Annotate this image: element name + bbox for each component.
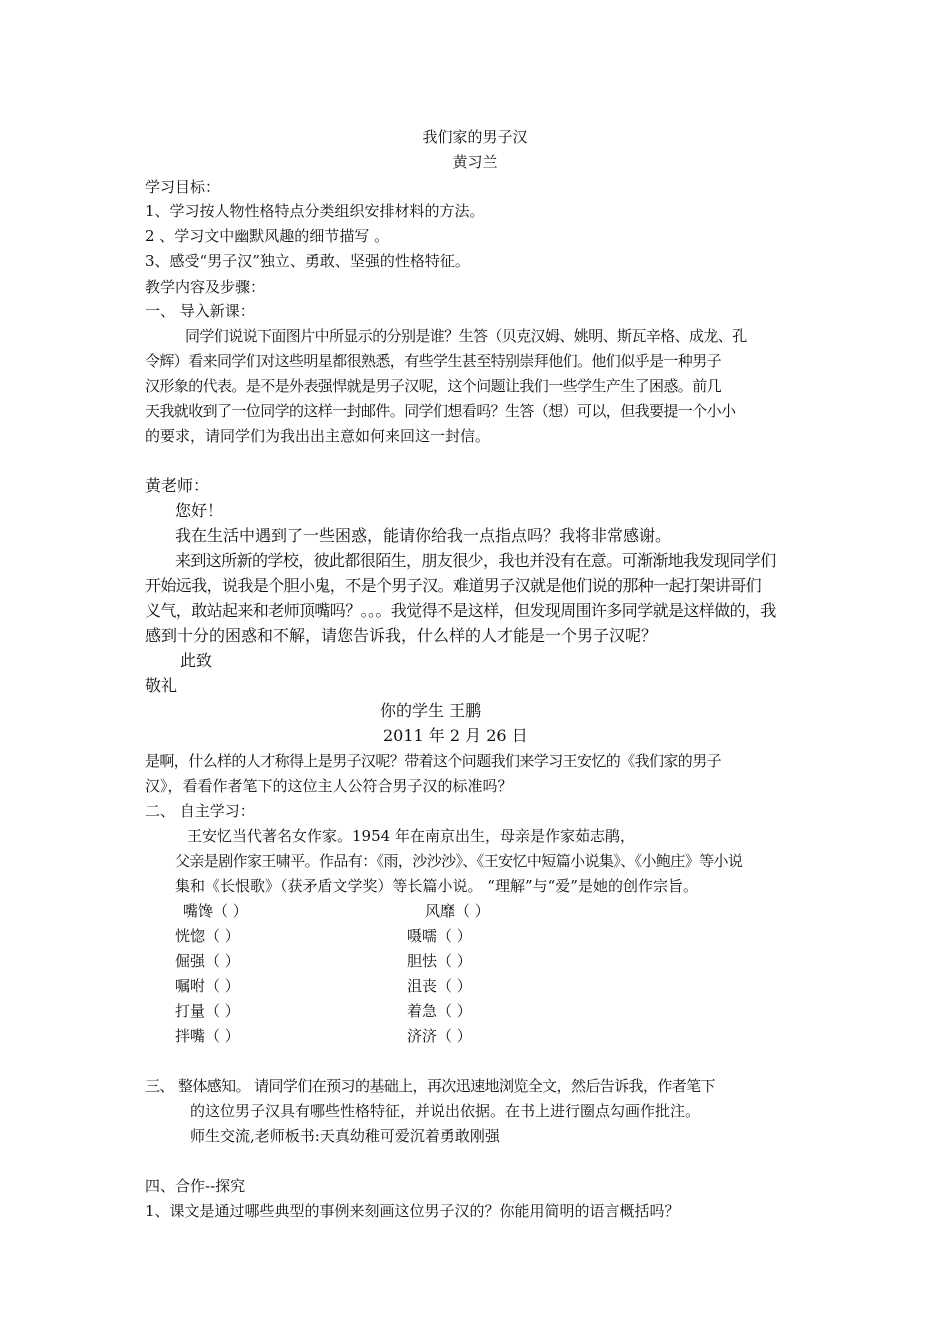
section3-board-notes: 师生交流,老师板书:天真幼稚可爱沉着勇敢刚强	[190, 1127, 500, 1145]
transition-line-1: 是啊，什么样的人才称得上是男子汉呢？带着这个问题我们来学习王安忆的《我们家的男子	[145, 752, 722, 770]
section1-para-line-5: 的要求，请同学们为我出出主意如何来回这一封信。	[145, 427, 491, 445]
vocab-item: 嗫嚅（ ）	[407, 927, 472, 945]
procedure-heading: 教学内容及步骤：	[145, 278, 266, 296]
letter-body-1: 我在生活中遇到了一些困惑，能请你给我一点指点吗？我将非常感谢。	[175, 526, 672, 545]
vocab-item: 沮丧（ ）	[407, 977, 472, 995]
section2-para-line-2: 父亲是剧作家王啸平。作品有：《雨，沙沙沙》、《王安忆中短篇小说集》、《小鲍庄》等小说	[175, 852, 743, 870]
vocab-item: 拌嘴（ ）	[175, 1027, 240, 1045]
objective-item-3: 3、感受“男子汉”独立、勇敢、坚强的性格特征。	[145, 252, 470, 270]
document-title: 我们家的男子汉	[422, 128, 528, 146]
letter-salutation: 黄老师：	[145, 476, 210, 495]
section1-para-line-3: 汉形象的代表。是不是外表强悍就是男子汉呢，这个问题让我们一些学生产生了困惑。前几	[145, 377, 722, 395]
letter-body-line-3: 义气，敢站起来和老师顶嘴吗？。。。我觉得不是这样，但发现周围许多同学就是这样做的，我	[145, 601, 776, 620]
section3-line-2: 的这位男子汉具有哪些性格特征，并说出依据。在书上进行圈点勾画作批注。	[190, 1102, 701, 1120]
section2-heading: 二、 自主学习：	[145, 802, 255, 820]
vocab-item: 着急（ ）	[407, 1002, 472, 1020]
section2-para-line-1: 王安忆当代著名女作家。1954 年在南京出生，母亲是作家茹志鹃，	[187, 827, 635, 845]
letter-body-line-2: 开始远我，说我是个胆小鬼，不是个男子汉。难道男子汉就是他们说的那种一起打架讲哥们	[145, 576, 762, 595]
vocab-item: 倔强（ ）	[175, 952, 240, 970]
section2-para-line-3: 集和《长恨歌》（获矛盾文学奖）等长篇小说。 “理解”与“爱”是她的创作宗旨。	[175, 877, 698, 895]
vocab-item: 嘱咐（ ）	[175, 977, 240, 995]
section1-heading: 一、 导入新课：	[145, 302, 255, 320]
letter-closing-1: 此致	[180, 651, 213, 670]
transition-line-2: 汉》，看看作者笔下的这位主人公符合男子汉的标准吗？	[145, 777, 513, 795]
vocab-item: 打量（ ）	[175, 1002, 240, 1020]
vocab-item: 济济（ ）	[407, 1027, 472, 1045]
section3-heading: 三、 整体感知。 请同学们在预习的基础上，再次迅速地浏览全文，然后告诉我，作者笔下	[145, 1077, 715, 1095]
letter-closing-2: 敬礼	[145, 676, 178, 695]
vocab-item: 胆怯（ ）	[407, 952, 472, 970]
author-name: 黄习兰	[452, 153, 498, 171]
letter-date: 2011 年 2 月 26 日	[383, 726, 528, 745]
vocab-item: 嘴馋（ ）	[183, 902, 248, 920]
section1-para-line-1: 同学们说说下面图片中所显示的分别是谁？生答（贝克汉姆、姚明、斯瓦辛格、成龙、孔	[185, 327, 747, 345]
letter-signature: 你的学生 王鹏	[380, 701, 482, 720]
section1-para-line-4: 天我就收到了一位同学的这样一封邮件。同学们想看吗？生答（想）可以，但我要提一个小小	[145, 402, 736, 420]
vocab-item: 风靡（ ）	[425, 902, 490, 920]
letter-body-line-1: 来到这所新的学校，彼此都很陌生，朋友很少，我也并没有在意。可渐渐地我发现同学们	[175, 551, 776, 570]
vocab-item: 恍惚（ ）	[175, 927, 240, 945]
objectives-heading: 学习目标：	[145, 178, 221, 196]
section1-para-line-2: 令辉）看来同学们对这些明星都很熟悉，有些学生甚至特别崇拜他们。他们似乎是一种男子	[145, 352, 722, 370]
letter-greeting: 您好！	[175, 501, 224, 520]
letter-body-line-4: 感到十分的困惑和不解，请您告诉我，什么样的人才能是一个男子汉呢？	[145, 626, 658, 645]
section4-question-1: 1、课文是通过哪些典型的事例来刻画这位男子汉的？你能用简明的语言概括吗？	[145, 1202, 680, 1220]
section4-heading: 四、合作--探究	[145, 1177, 246, 1195]
objective-item-1: 1、学习按人物性格特点分类组织安排材料的方法。	[145, 202, 485, 220]
objective-item-2: 2 、学习文中幽默风趣的细节描写 。	[145, 227, 390, 245]
